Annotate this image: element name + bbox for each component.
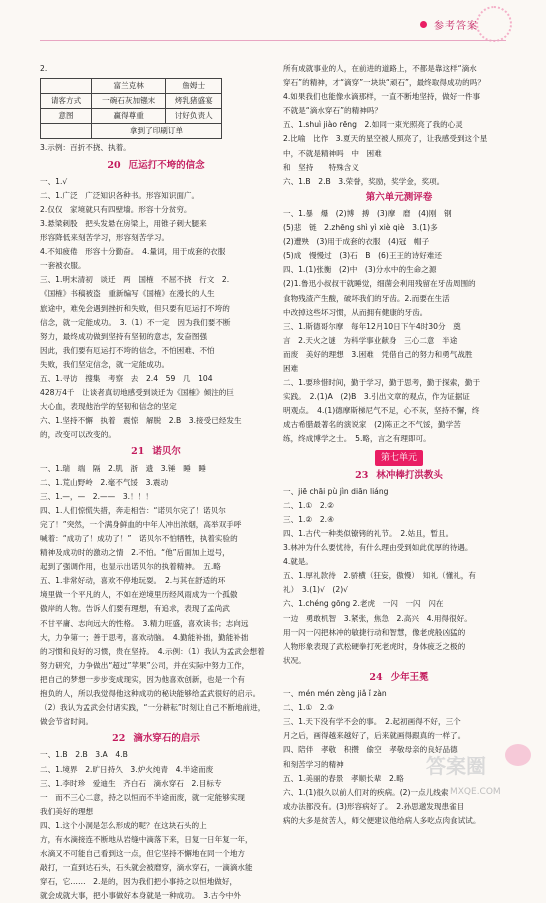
- answer-line: 一、jiē chāi pù jìn diān liáng: [283, 486, 389, 496]
- table-cell: 拿到了印刷订单: [92, 124, 222, 139]
- lesson-heading-22: [40, 732, 272, 746]
- answer-line: 3.示例：百折不挠、执着。: [40, 143, 131, 153]
- answer-line: 428万4千 让谈者真切地感受到谈迁为《国榷》倾注的巨: [40, 388, 234, 398]
- lesson-number: 24: [369, 671, 383, 683]
- answer-line: 4.就是。: [283, 557, 314, 567]
- table-cell: 一碗石灰加镪末: [92, 94, 166, 109]
- lesson-heading-20: [40, 159, 272, 173]
- answer-line: 二、1.境界 2.旷日持久 3.炉火纯青 4.半途而废: [40, 764, 214, 774]
- answer-line: 而废 美好的理想 3.困难 凭借自己的努力和勇气战胜: [283, 349, 473, 359]
- answer-line: 把自己的梦想一步步变成现实，因为他喜欢创新，也是一个有: [40, 674, 246, 684]
- bullet-dot-icon: [420, 21, 427, 28]
- unit-test-heading: [283, 191, 515, 205]
- answer-line: 五、1.寻访 搜集 考察 去 2.4 59 几 104: [40, 373, 213, 383]
- answer-line: 月之后，画得越来越好了，后来就画得跟真的一样了。: [283, 731, 466, 741]
- lesson-title: 滴水穿石的启示: [133, 733, 200, 745]
- answer-line: 一 而不三心二意，持之以恒而不半途而废，就一定能够实现: [40, 792, 246, 802]
- question-number: 2.: [40, 64, 48, 73]
- answer-line: 一、1.B 2.B 3.A 4.B: [40, 750, 128, 760]
- page-header: [0, 0, 546, 40]
- answer-block: [283, 207, 515, 447]
- answer-line: 穿石，它…… 2.是的，因为我们把小事持之以恒地做好，: [40, 877, 238, 887]
- answer-line: 五、1.非常好动，喜欢不停地玩耍。 2.与其在舒适的环: [40, 576, 226, 586]
- answer-block: [283, 62, 515, 189]
- answer-line: 大，力争第一；善于思考，喜欢动脑。 4.勤能补拙，勤能补拙: [40, 632, 249, 642]
- answer-line: 六、1.坚持不懈 执着 震惊 解脱 2.B 3.接受已经发生: [40, 416, 242, 426]
- answer-block: [40, 462, 272, 730]
- answer-line: 努力，最终成功做到坚持有坚韧的意志，发奋图强: [40, 331, 208, 341]
- answer-line: 二、1.要珍惜时间，勤于学习，勤于思考，勤于探索，勤于: [283, 378, 481, 388]
- answer-line: 和刻苦学习的精神: [283, 759, 344, 769]
- lesson-number: 21: [131, 446, 145, 458]
- lesson-title: 厄运打不垮的信念: [128, 159, 205, 171]
- lesson-title: 少年王冕: [390, 671, 429, 683]
- answer-line: 二、1.① 2.②: [283, 500, 334, 510]
- answer-line: 形容降低来刻苦学习，形容刻苦学习。: [40, 233, 170, 243]
- answer-line: 状况。: [283, 655, 306, 665]
- answer-line: 旅途中，难免会遇到挫折和失败，但只要有厄运打不垮的: [40, 303, 230, 313]
- answer-line: 境里做一个平凡的人，不如在逆境里历经风雨成为一个孤傲: [40, 590, 238, 600]
- answer-line: 因此，我们要有厄运打不垮的信念，不怕困难、不怕: [40, 345, 215, 355]
- watermark-logo: 答案圈: [426, 754, 486, 778]
- answer-line: 水滴又不可能自己看到这一点，但它坚持不懈地在同一个地方: [40, 849, 246, 859]
- answer-line: (5)成 慢慢过 (3)石 B (6)王王的诗好难还: [283, 251, 442, 261]
- answer-line: 二、1.荒山野岭 2.毫不气馁 3.震动: [40, 477, 169, 487]
- comparison-table: [40, 78, 222, 139]
- lesson-heading-21: [40, 445, 272, 459]
- answer-line: 言 2.天火之谜 为科学事业献身 三心二意 半途: [283, 335, 458, 345]
- answer-line: （2）我认为孟武会付诸实践，“一分耕耘”时刻让自己不断地前进，: [40, 703, 266, 713]
- answer-line: 六、1.B 2.B 3.荣誉，奖励，奖学金，奖项。: [283, 176, 445, 186]
- answer-line: 2.仅仅 家境就只有四壁墙。形容十分贫穷。: [40, 204, 192, 214]
- answer-line: 四、1.(1)张衡 (2)中 (3)分水中的生命之源: [283, 265, 437, 275]
- table-cell: 詹姆士: [166, 79, 222, 94]
- answer-line: 一、1.暴 爆 (2)博 搏 (3)摩 磨 (4)刚 钢: [283, 208, 452, 218]
- answer-line: (2)1.鲁迅小叔叔干就睡觉，细菌会利用残留在牙齿周围的: [283, 279, 476, 289]
- answer-line: (5)悲 链 2.zhēng shì yì xiè qiè 3.(1)多: [283, 223, 438, 233]
- answer-line: 或办法都没有。(3)形容病好了。 2.孙思邈发现患雀目: [283, 801, 465, 811]
- answer-block: [283, 485, 515, 668]
- answer-line: 傲岸的人物。告诉人们要有理想，有追求，表现了孟尚武: [40, 604, 230, 614]
- unit-badge-label: 第七单元: [375, 450, 423, 466]
- answer-line: 不甘平庸、志向远大的性格。 3.精力旺盛，喜欢读书；志向远: [40, 618, 249, 628]
- header-divider: [40, 40, 506, 41]
- table-cell: 富兰克林: [92, 79, 166, 94]
- answer-line: 六、1.chéng gōng 2.老虎 一闪 一闪 闪在: [283, 599, 444, 609]
- table-cell: 讨好负责人: [166, 109, 222, 124]
- answer-line: 精神及成功时的激动之情 2.不怕。“他”后面加上逗号，: [40, 548, 230, 558]
- answer-line: 四、1.人们惊慌失措，奔走相告：“诺贝尔完了！诺贝尔: [40, 505, 226, 515]
- lesson-number: 22: [112, 733, 126, 745]
- answer-line: 大心血，表现他治学的坚韧和信念的坚定: [40, 402, 177, 412]
- answer-line: 不就是“滴水穿石”的精神吗？: [283, 106, 382, 116]
- answer-line: 4.如果我们也能像水滴那样，一直不断地坚持，做好一件事: [283, 92, 481, 102]
- unit-title: 第六单元测评卷: [365, 191, 433, 203]
- table-cell: [41, 124, 92, 139]
- lesson-number: 20: [107, 159, 121, 171]
- answer-line: 用一闪一闪把林冲的敏捷行动和智慧，像老虎般凶猛的: [283, 627, 466, 637]
- flower-ornament-icon: [476, 6, 512, 42]
- answer-line: 《国榷》书稿被盗 重新编写《国榷》在漫长的人生: [40, 289, 215, 299]
- answer-line: 我们美好的理想: [40, 806, 94, 816]
- answer-line: 敲打，一直到达石头，石头就会被磨穿，滴水穿石，一滴滴水能: [40, 863, 253, 873]
- answer-line: 三、1.明末清初 谈迁 两 国榷 不屈不挠 行文 2.: [40, 275, 230, 285]
- table-cell: [41, 79, 92, 94]
- answer-line: 三、1.斯德哥尔摩 每年12月10日下午4时30分 奠: [283, 321, 461, 331]
- answer-line: 一、1.瑞 端 隔 2.肌 浙 遗 3.锤 睡 睡: [40, 463, 207, 473]
- answer-line: 练，终成博学之士。 5.略，言之有理即可。: [283, 434, 431, 444]
- answer-line: 的习惯和良好的习惯，贵在坚持。 4.示例：（1）我认为孟武会想着: [40, 646, 265, 656]
- answer-line: 五、1.美丽的春景 孝顺长辈 2.略: [283, 773, 404, 783]
- answer-line: 病的大多是贫苦人，师父便建议他给病人多吃点肉食试试。: [283, 815, 481, 825]
- answer-line: 起到了强调作用，也显示出诺贝尔的执着精神。 五.略: [40, 562, 221, 572]
- answer-line: 信念，就一定能成功。 3.（1）不一定 因为我们要不断: [40, 317, 231, 327]
- answer-line: 二、1.① 2.③: [283, 703, 334, 713]
- answer-line: 失败，我们坚定信念，就一定能成功。: [40, 359, 170, 369]
- lesson-heading-24: [283, 671, 515, 685]
- answer-line: 三、1.李时珍 爱迪生 齐白石 滴水穿石 2.目标专: [40, 778, 222, 788]
- answer-line: 二、1.广泛 广泛知识各种书。形容知识面广。: [40, 190, 200, 200]
- answer-line: 方，有水滴接连不断地从岩缝中滴落下来，日复一日年复一年，: [40, 834, 253, 844]
- answer-line: 五、1.shuì jiào rēng 2.如同一束光照亮了我的心灵: [283, 120, 463, 130]
- answer-line: 3.林冲为什么要忧待，有什么理由受到如此优厚的待遇。: [283, 543, 473, 553]
- header-title: 参考答案: [434, 21, 478, 32]
- answer-line: (2)遭殃 (3)用于成套的衣服 (4)冠 帽子: [283, 237, 430, 247]
- answer-line: 明观点。 4.(1)德摩斯梯尼气不足，心不灰，坚持不懈，终: [283, 406, 480, 416]
- table-header-row: [41, 79, 222, 94]
- table-cell: 请客方式: [41, 94, 92, 109]
- table-cell: 赢得尊重: [92, 109, 166, 124]
- answer-line: 四、1.这个小洞是怎么形成的呢？在这块石头的上: [40, 820, 207, 830]
- answer-line: 四、1.古代一种类似镣铐的礼节。 2.姑且，暂且。: [283, 529, 454, 538]
- lesson-number: 23: [355, 469, 369, 481]
- answer-block: [40, 748, 272, 903]
- answer-line: 三、1.天下没有学不会的事。 2.起初画得不好，三个: [283, 717, 461, 727]
- answer-block: [40, 141, 272, 155]
- answer-line: 喊着：“成功了！成功了！” 诺贝尔不怕牺牲，执着实验的: [40, 534, 238, 543]
- answer-line: 食物残渣产生酸，破坏我们的牙齿。2.而要在生活: [283, 293, 450, 303]
- answer-line: 的，改变可以改变的。: [40, 430, 116, 440]
- watermark-url: MXQE.COM: [450, 787, 501, 797]
- answer-line: 困难: [283, 363, 299, 373]
- left-column: [40, 62, 272, 903]
- table-cell: 意图: [41, 109, 92, 124]
- answer-line: 做会节省时间。: [40, 717, 94, 727]
- lesson-heading-23: [283, 469, 515, 483]
- answer-line: 和 坚持 特殊含义: [283, 162, 359, 172]
- answer-line: 一套被衣服。: [40, 261, 86, 271]
- answer-line: 人物形象表现了武松硬拳打死老虎时，身体疲乏之极的: [283, 641, 466, 651]
- answer-line: 礼） 3.(1)√ (2)√: [283, 585, 349, 595]
- table-cell: 烤乳猪盛宴: [166, 94, 222, 109]
- answer-line: 就会成就大事，把小事做好本身就是一种成功。 3.古今中外: [40, 891, 241, 901]
- answer-line: 五、1.厚礼款待 2.骄横（狂妄，傲慢） 知礼（懂礼，有: [283, 571, 476, 581]
- answer-line: 4.不知疲倦 形容十分勤奋。 4.量词，用于成套的衣服: [40, 247, 226, 257]
- answer-line: 成古希腊最著名的演说家 (2)陈正之不气馁，勤学苦: [283, 420, 461, 430]
- table-row: [41, 109, 222, 124]
- answer-line: 2.比喻 比作 3.夏天的星空被人照亮了，让我感受到这个星: [283, 134, 488, 144]
- answer-line: 所有成就事业的人，在前进的道路上，不都是靠这样“滴水: [283, 64, 477, 73]
- answer-line: 六、1.(1)很久以前人们对的疾病。(2)一点儿线索: [283, 787, 449, 797]
- answer-line: 完了！”突然，一个满身鲜血的中年人冲出浓烟，高举双手呼: [40, 519, 242, 529]
- answer-line: 实践。 2.(1)A (2)B 3.引出文章的观点，作为证据证: [283, 392, 470, 402]
- answer-line: 三、1.—，— 2.—— 3.！！！: [40, 491, 153, 501]
- unit-badge: [283, 450, 515, 466]
- table-row: [41, 94, 222, 109]
- answer-block: [40, 175, 272, 443]
- answer-line: 一、mén mén zèng jiǎ ǐ zàn: [283, 689, 387, 699]
- answer-line: 一、1.√: [40, 176, 68, 186]
- answer-line: 3.悬梁刺股 把头发悬在房梁上，用锥子刺大腿来: [40, 218, 207, 228]
- answer-line: 努力研究，力争做出“超过”苹果”公司，并在实际中努力工作，: [40, 660, 250, 670]
- right-column: [283, 62, 515, 828]
- answer-line: 一边 勇敢机智 3.紧张，焦急 2.高兴 4.用得很好。: [283, 613, 472, 623]
- answer-line: 穿石”的精神，才“滴穿”一块块“顽石”，最终取得成功的吗？: [283, 78, 485, 88]
- lesson-title: 诺贝尔: [152, 446, 181, 458]
- lesson-title: 林冲棒打洪教头: [376, 469, 443, 481]
- answer-line: 四、陪伴 孝敬 积攒 偷空 孝敬母亲的良好品德: [283, 745, 458, 755]
- answer-line: 中改掉这些坏习惯，从而拥有健康的牙齿。: [283, 307, 428, 317]
- answer-line: 三、1.② 2.④: [283, 514, 334, 524]
- answer-line: 抱负的人，所以我觉得他这种成功的秘诀能够给孟武很好的启示。: [40, 689, 261, 699]
- answer-line: 中，不就是精神吗 中 困难: [283, 148, 382, 158]
- table-row: [41, 124, 222, 139]
